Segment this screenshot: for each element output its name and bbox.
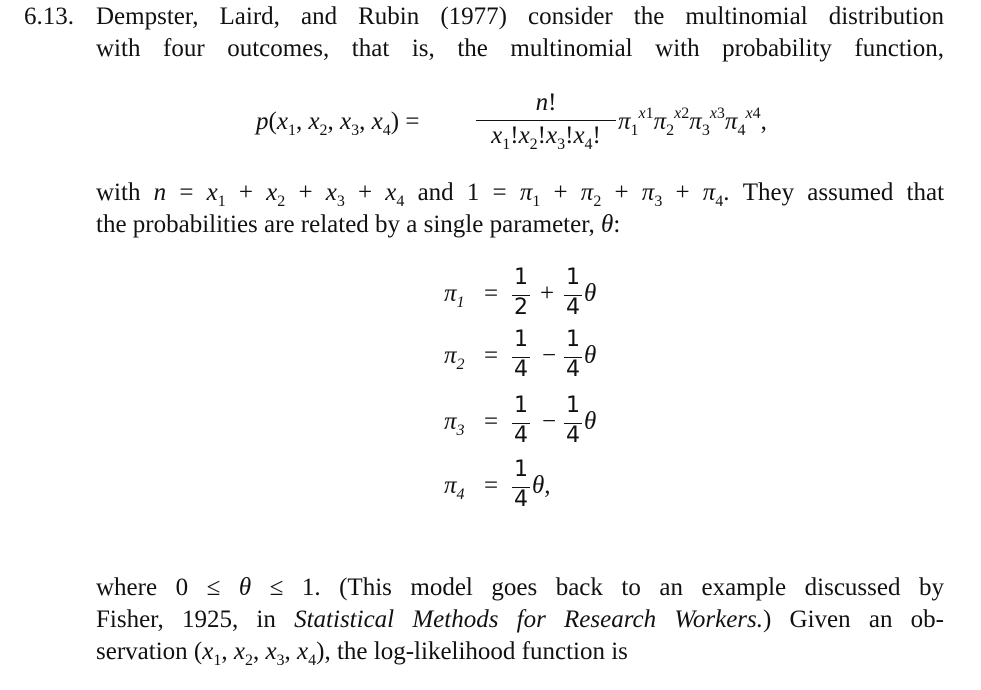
theta: θ,	[532, 472, 551, 499]
paragraph-2-line-1: with $n = x_1 + x_2 + x_3 + x_4$ and $1 = \pi_1 + \pi_2 + \pi_3 + \pi_4$. They assumed that	[96, 179, 945, 210]
paragraph-1-line-2: with four outcomes, that is, the multinomial with probability function,	[96, 35, 944, 62]
paragraph-3-line-2: Fisher, 1925, in Statistical Methods for Research Workers.) Given an ob-	[96, 606, 944, 633]
theta: θ	[584, 342, 597, 369]
fraction-denominator: $x_1!x_2!x_3!x_4$!	[491, 122, 601, 153]
paragraph-3-line-3: servation ($x_1$, $x_2$, $x_3$, $x_4$), the log-likelihood function is	[96, 638, 628, 669]
pi-label: $\pi_3$	[444, 408, 465, 439]
fraction-numerator: n!	[535, 89, 557, 116]
paragraph-1-line-1: Dempster, Laird, and Rubin (1977) consider the multinomial distribution	[96, 3, 944, 30]
operator: +	[540, 280, 555, 307]
pi-label: $\pi_4$	[444, 472, 465, 503]
equation-lhs: $p(x_1$, $x_2$, $x_3$, $x_4$) =	[256, 108, 420, 139]
problem-number: 6.13.	[24, 3, 74, 30]
paragraph-3-line-1: where 0 ≤ θ ≤ 1. (This model goes back to an example discussed by	[96, 574, 944, 601]
operator: −	[542, 342, 557, 369]
book-title: Statistical Methods for Research Workers.	[294, 606, 763, 633]
equals-sign: =	[484, 280, 499, 307]
theta: θ	[584, 408, 597, 435]
theta: θ	[584, 280, 597, 307]
equals-sign: =	[484, 342, 499, 369]
pi-label: $\pi_2$	[444, 342, 465, 373]
equals-sign: =	[484, 472, 499, 499]
equation-rhs: $\pi_1^{x1}\pi_2^{x2}\pi_3^{x3}\pi_4^{x4}$,	[618, 105, 767, 139]
pi-label: $\pi_1$	[444, 280, 465, 311]
equation-fraction	[474, 88, 618, 151]
paragraph-2-line-2: the probabilities are related by a single parameter, θ:	[96, 211, 621, 238]
equals-sign: =	[484, 408, 499, 435]
operator: −	[542, 408, 557, 435]
